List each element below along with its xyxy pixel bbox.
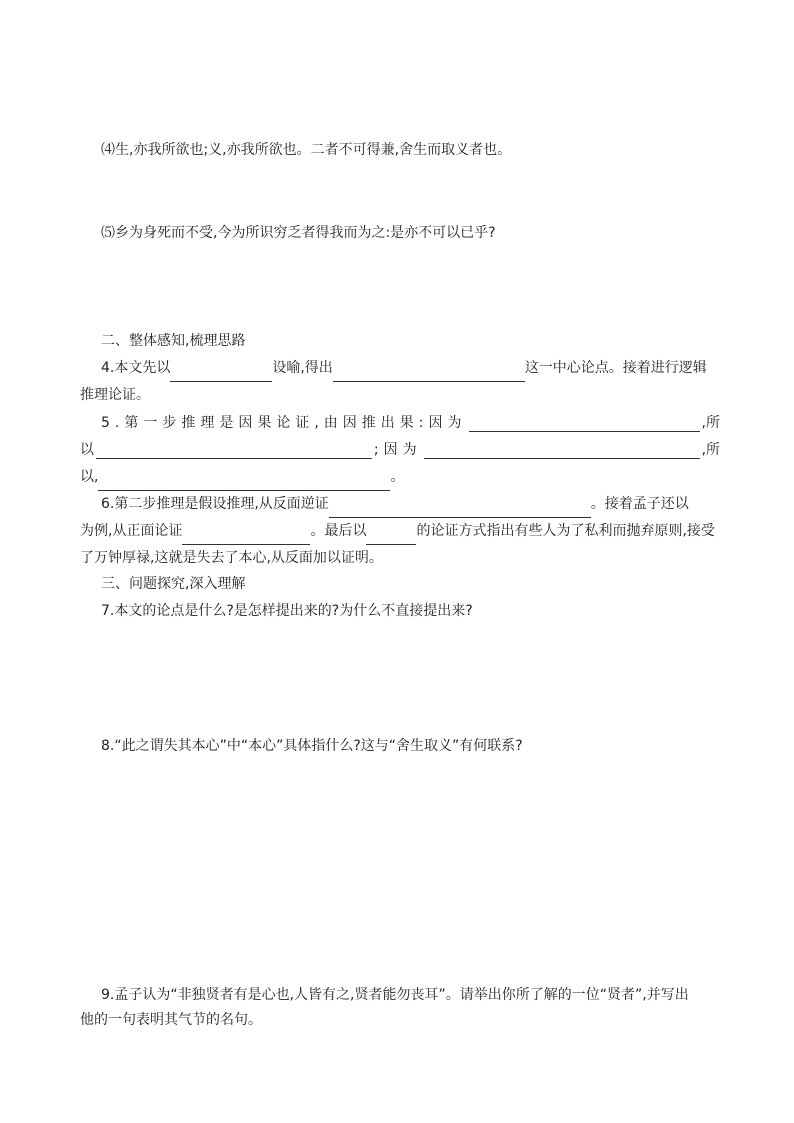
q6-line1-b: 。接着孟子还以 [590,496,689,512]
q6-line2-b: 。最后以 [310,523,367,539]
question-9-line1: 9.孟子认为“非独贤者有是心也,人皆有之,贤者能勿丧耳”。请举出你所了解的一位“贤者”,并写出 [101,987,689,1003]
section3-heading: 三、问题探究,深入理解 [101,576,246,592]
q6-line1-a: 6.第二步推理是假设推理,从反面逆证 [101,496,329,512]
q4-blank-1[interactable] [170,367,272,382]
q5-line2-b: ;因为 [373,442,422,458]
q5-line2-a: 以 [80,442,94,458]
q5-line3-b: 。 [390,469,405,485]
q5-blank-4[interactable] [98,476,390,491]
q5-line1-a: 5.第一步推理是因果论证,由因推出果:因为 [101,415,467,431]
q6-blank-3[interactable] [366,530,416,545]
sentence-5: ⑸乡为身死而不受,今为所识穷乏者得我而为之:是亦不可以已乎? [101,225,496,241]
q5-line3-a: 以, [80,469,99,485]
q4-after: 这一中心论点。接着进行逻辑 [524,360,707,376]
q6-line3: 了万钟厚禄,这就是失去了本心,从反面加以证明。 [80,550,383,566]
q6-line2-c: 的论证方式指出有些人为了私利而抛弃原则,接受 [416,523,715,539]
q5-line1-b: ,所 [701,415,720,431]
q5-blank-3[interactable] [424,442,700,459]
question-5 [80,410,720,491]
q6-blank-1[interactable] [329,503,591,518]
q4-blank-2[interactable] [333,367,525,382]
question-9-line2: 他的一句表明其气节的名句。 [80,1012,262,1028]
q6-blank-2[interactable] [182,530,310,545]
question-4 [80,355,720,409]
question-8: 8.“此之谓失其本心”中“本心”具体指什么?这与“舍生取义”有何联系? [101,738,523,754]
q4-before: 4.本文先以 [101,360,171,376]
q6-line2-a: 为例,从正面论证 [80,523,183,539]
q4-mid: 设喻,得出 [272,360,333,376]
question-7: 7.本文的论点是什么?是怎样提出来的?为什么不直接提出来? [101,603,473,619]
question-6 [80,491,720,572]
q5-blank-2[interactable] [96,442,372,459]
section2-heading: 二、整体感知,梳理思路 [101,333,246,349]
sentence-4: ⑷生,亦我所欲也;义,亦我所欲也。二者不可得兼,舍生而取义者也。 [101,142,512,158]
q5-line2-c: ,所 [701,442,721,458]
q4-cont: 推理论证。 [80,387,150,403]
q5-blank-1[interactable] [469,415,700,432]
